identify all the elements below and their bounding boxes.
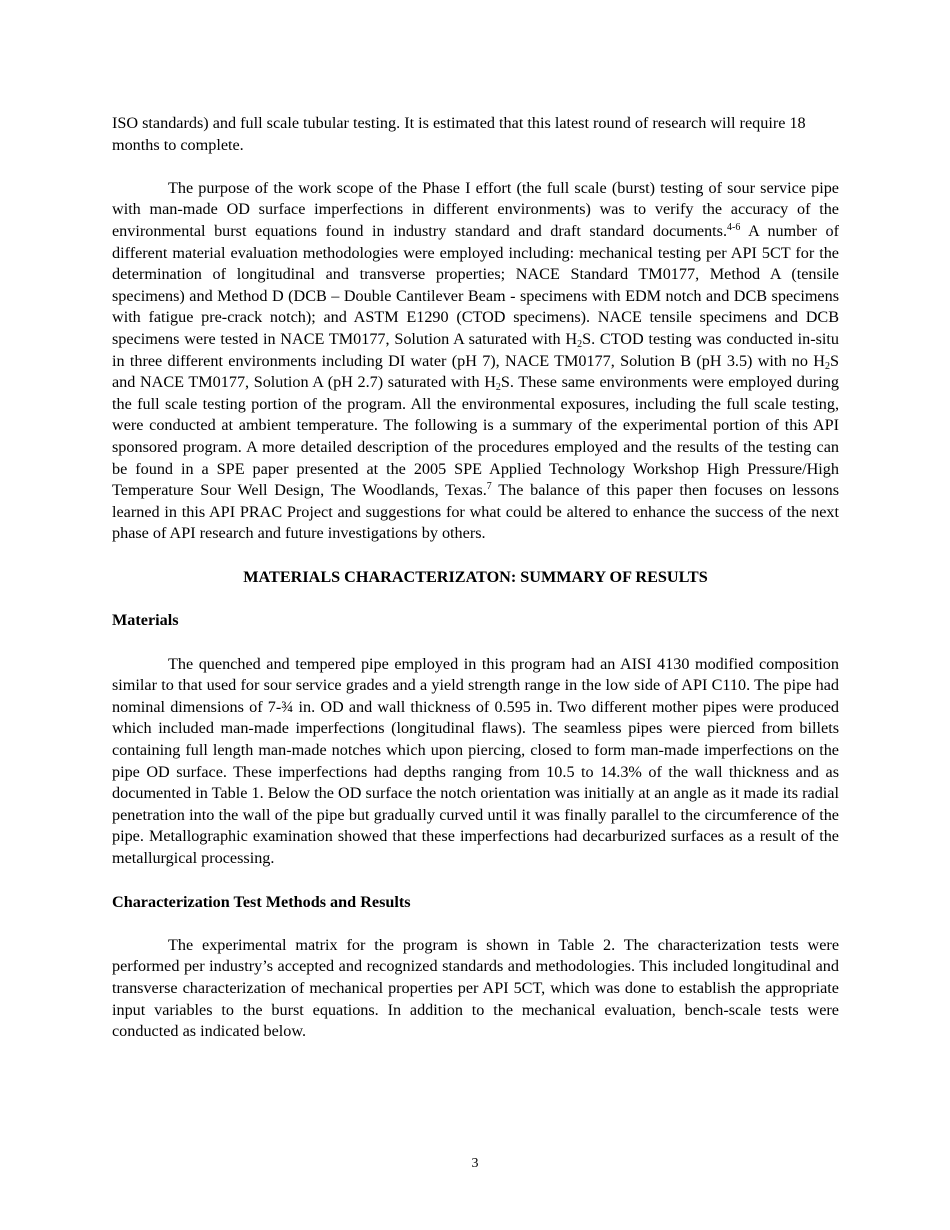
purpose-text-part-5: S. These same environments were employed during the full scale testing portion of the program. All the environmental exposures, including the full scale testing, were conducted at ambient temperature. The following is a summary of the experimental portion of this API sponsored program. A more detailed description of the procedures employed and the results of the testing can be found in a SPE paper presented at the 2005 SPE Applied Technology Workshop High Pressure/High Temperature Sour Well Design, The Woodlands, Texas.: [112, 373, 839, 500]
reference-4-6: 4-6: [727, 221, 741, 233]
page-number: 3: [471, 1156, 479, 1171]
document-body: [112, 113, 839, 1043]
materials-paragraph: The quenched and tempered pipe employed in this program had an AISI 4130 modified composition similar to that used for sour service grades and a yield strength range in the low side of API C110. The pipe had nominal dimensions of 7-¾ in. OD and wall thickness of 0.595 in. Two different mother pipes were produced which included man-made imperfections (longitudinal flaws). The seamless pipes were pierced from billets containing full length man-made notches which upon piercing, closed to form man-made imperfections on the pipe OD surface. These imperfections had depths ranging from 10.5 to 14.3% of the wall thickness and as documented in Table 1. Below the OD surface the notch orientation was initially at an angle as it made its radial penetration into the wall of the pipe but gradually curved until it was finally parallel to the circumference of the pipe. Metallographic examination showed that these imperfections had decarburized surfaces as a result of the metallurgical processing.: [112, 654, 839, 867]
purpose-text-part-3: S. CTOD testing was conducted in-situ in three different environments including DI water (pH 7), NACE TM0177, Solution B (pH 3.5) with no H: [112, 329, 839, 370]
purpose-paragraph: [112, 178, 839, 545]
purpose-text-part-4: S and NACE TM0177, Solution A (pH 2.7) saturated with H: [112, 351, 839, 392]
intro-continuation-paragraph: ISO standards) and full scale tubular testing. It is estimated that this latest round of research will require 18 months to complete.: [112, 114, 806, 154]
purpose-text-part-6: The balance of this paper then focuses on lessons learned in this API PRAC Project and suggestions for what could be altered to enhance the success of the next phase of API research and future investigations by others.: [112, 481, 839, 543]
characterization-heading: Characterization Test Methods and Results: [112, 892, 411, 911]
reference-7: 7: [486, 481, 492, 493]
materials-heading: Materials: [112, 611, 179, 630]
characterization-paragraph: The experimental matrix for the program is shown in Table 2. The characterization tests were performed per industry’s accepted and recognized standards and methodologies. This included longitudinal and transverse characterization of mechanical properties per API 5CT, which was done to establish the appropriate input variables to the burst equations. In addition to the mechanical evaluation, bench-scale tests were conducted as indicated below.: [112, 935, 839, 1041]
h2s-subscript: 2: [824, 360, 830, 372]
section-heading: MATERIALS CHARACTERIZATON: SUMMARY OF RESULTS: [243, 567, 708, 586]
purpose-text-part-1: The purpose of the work scope of the Phase I effort (the full scale (burst) testing of sour service pipe with man-made OD surface imperfections in different environments) was to verify the accuracy of the environmental burst equations found in industry standard and draft standard documents.: [112, 178, 839, 240]
h2s-subscript: 2: [577, 338, 583, 350]
h2s-subscript: 2: [495, 382, 501, 394]
purpose-text-part-2: A number of different material evaluation methodologies were employed including: mechanical testing per API 5CT for the determination of longitudinal and transverse properties; NACE Standard TM0177, Method A (tensile specimens) and Method D (DCB – Double Cantilever Beam - specimens with EDM notch and DCB specimens with fatigue pre-crack notch); and ASTM E1290 (CTOD specimens). NACE tensile specimens and DCB specimens were tested in NACE TM0177, Solution A saturated with H: [112, 221, 839, 348]
